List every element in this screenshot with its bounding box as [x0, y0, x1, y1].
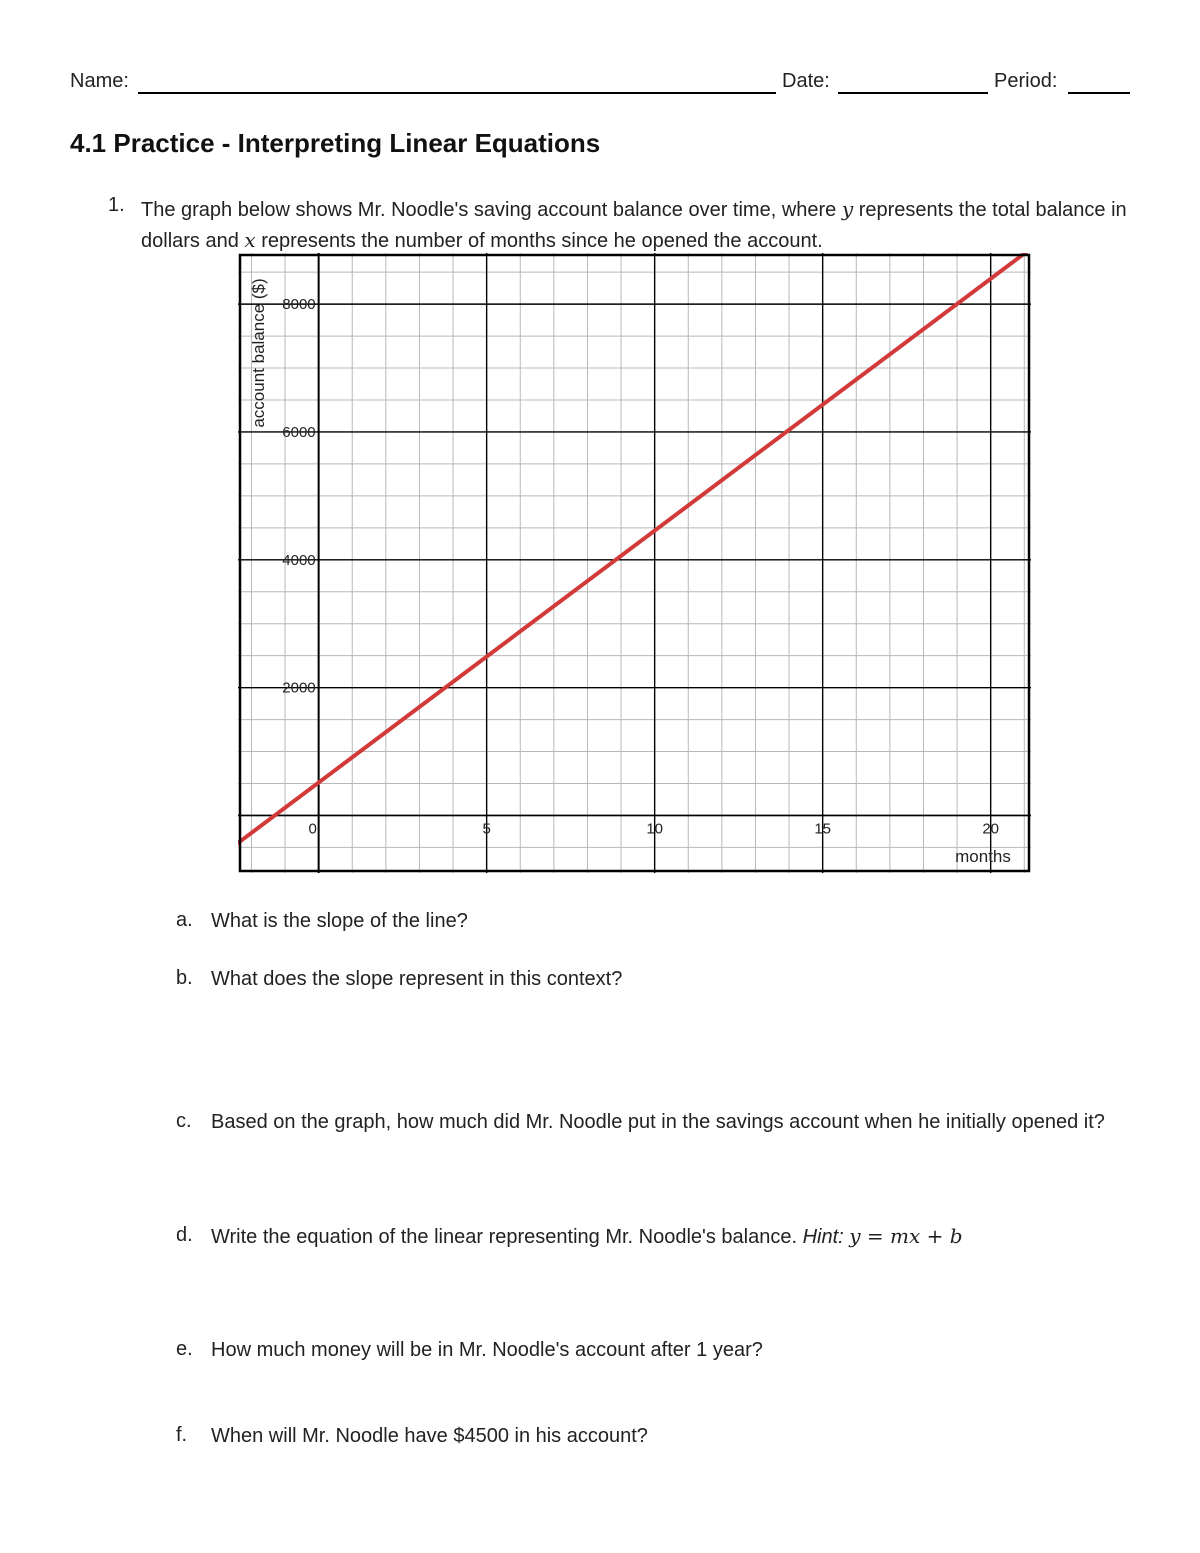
y-tick-label: 2000: [282, 679, 316, 697]
question-text-part1: The graph below shows Mr. Noodle's saving account balance over time, where: [141, 199, 842, 221]
period-blank[interactable]: [1068, 92, 1130, 94]
subq-b-text: What does the slope represent in this context?: [211, 968, 623, 990]
series-group: [238, 253, 1031, 843]
subq-a-text: What is the slope of the line?: [211, 910, 468, 932]
x-tick-label: 5: [482, 820, 491, 838]
x-axis-label: months: [955, 847, 1011, 866]
question-text: [141, 194, 1131, 256]
balance-graph: [238, 253, 1031, 873]
question-number: 1.: [108, 194, 125, 216]
hint-label: Hint:: [802, 1226, 844, 1248]
subq-a-letter: a.: [176, 909, 193, 931]
question-text-part2: represents the total balance in dollars and: [141, 199, 1127, 252]
axes: [238, 253, 1031, 873]
name-label: Name:: [70, 70, 129, 92]
hint-formula: y = mx + b: [849, 1224, 963, 1248]
subq-f-text: When will Mr. Noodle have $4500 in his account?: [211, 1425, 648, 1447]
tick-labels: [282, 296, 999, 837]
page-title: 4.1 Practice - Interpreting Linear Equations: [70, 128, 601, 158]
date-label: Date:: [782, 70, 830, 92]
balance-line: [238, 253, 1031, 843]
subq-b-letter: b.: [176, 967, 193, 989]
var-y: y: [841, 197, 854, 221]
subq-f-letter: f.: [176, 1424, 188, 1446]
subq-e-letter: e.: [176, 1338, 193, 1360]
minor-grid: [238, 253, 1031, 873]
x-tick-label: 15: [814, 820, 832, 838]
subq-d-body: Write the equation of the linear representing Mr. Noodle's balance.: [211, 1226, 803, 1248]
var-x: x: [244, 228, 256, 252]
y-tick-label: 8000: [282, 296, 316, 314]
period-label: Period:: [994, 70, 1058, 92]
subq-c-text: Based on the graph, how much did Mr. Noodle put in the savings account when he initially opened it?: [211, 1111, 1105, 1133]
subq-d-text: [211, 1222, 1111, 1251]
x-tick-label: 0: [308, 820, 317, 838]
y-axis-label: account balance ($): [249, 278, 268, 428]
y-tick-label: 6000: [282, 423, 316, 441]
subq-c-letter: c.: [176, 1110, 192, 1132]
question-text-part3: represents the number of months since he opened the account.: [255, 230, 823, 252]
x-tick-label: 20: [982, 820, 1000, 838]
graph-frame: [240, 255, 1029, 871]
name-blank[interactable]: [138, 92, 776, 94]
x-tick-label: 10: [646, 820, 664, 838]
y-tick-label: 4000: [282, 551, 316, 569]
subq-e-text: How much money will be in Mr. Noodle's account after 1 year?: [211, 1339, 763, 1361]
subq-d-letter: d.: [176, 1224, 193, 1246]
major-grid: [238, 253, 1031, 873]
date-blank[interactable]: [838, 92, 988, 94]
